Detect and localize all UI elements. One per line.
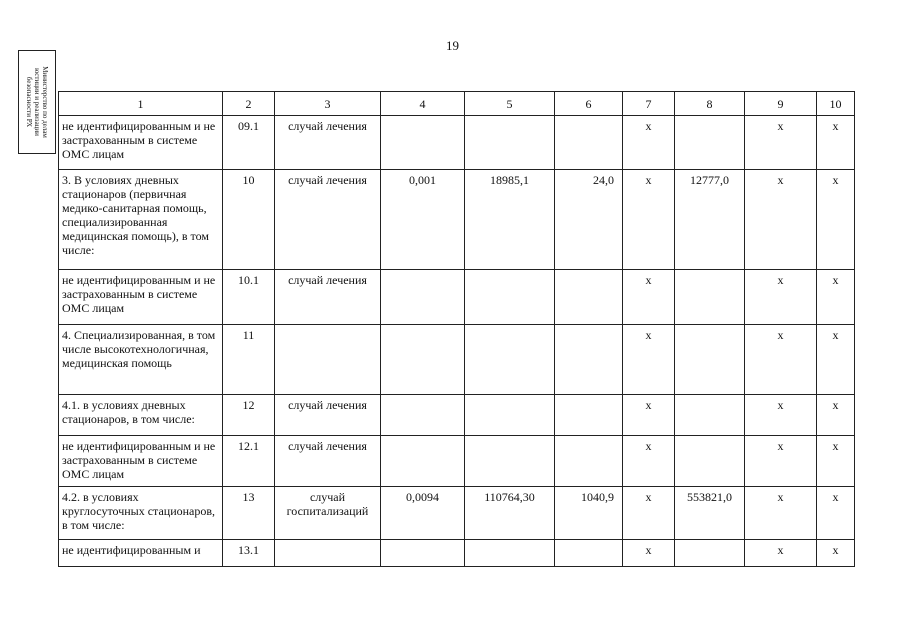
table-cell-c6	[555, 540, 623, 567]
table-cell-c7: x	[623, 436, 675, 487]
table-cell-c10: x	[817, 540, 855, 567]
table-row	[59, 540, 855, 567]
table-cell-c1: не идентифицированным и не застрахованным в системе ОМС лицам	[59, 436, 223, 487]
table-cell-c6	[555, 395, 623, 436]
table-cell-c5	[465, 436, 555, 487]
table-cell-c5	[465, 395, 555, 436]
table-cell-c9: x	[745, 325, 817, 395]
table-cell-c2: 10.1	[223, 270, 275, 325]
table-cell-c6: 24,0	[555, 170, 623, 270]
table-cell-c9: x	[745, 487, 817, 540]
table-cell-c3: случай лечения	[275, 395, 381, 436]
table-cell-c5	[465, 540, 555, 567]
table-row	[59, 116, 855, 170]
table-cell-c7: x	[623, 540, 675, 567]
table-cell-c3	[275, 540, 381, 567]
table-cell-c7: x	[623, 487, 675, 540]
table-cell-c8	[675, 270, 745, 325]
table-cell-c4	[381, 270, 465, 325]
table-header-row	[59, 92, 855, 116]
stamp-line-2: юстиции и реализации	[33, 68, 41, 136]
table-cell-c4	[381, 540, 465, 567]
table-cell-c5	[465, 270, 555, 325]
table-cell-c9: x	[745, 170, 817, 270]
table-cell-c6	[555, 325, 623, 395]
table-cell-c2: 13.1	[223, 540, 275, 567]
table-cell-c8	[675, 436, 745, 487]
table-cell-c8: 553821,0	[675, 487, 745, 540]
table-cell-c2: 12	[223, 395, 275, 436]
table-cell-c9: x	[745, 540, 817, 567]
table-cell-c7: x	[623, 325, 675, 395]
table-row	[59, 395, 855, 436]
table-cell-c1: не идентифицированным и не застрахованным в системе ОМС лицам	[59, 270, 223, 325]
table-cell-c4	[381, 436, 465, 487]
table-row	[59, 270, 855, 325]
table-cell-c7: x	[623, 116, 675, 170]
table-cell-c7: x	[623, 170, 675, 270]
table-cell-c2: 12.1	[223, 436, 275, 487]
table-cell-c3: случай лечения	[275, 270, 381, 325]
table-cell-c5	[465, 325, 555, 395]
table-cell-c10: x	[817, 170, 855, 270]
table-cell-c6	[555, 116, 623, 170]
table-cell-c4	[381, 395, 465, 436]
table-cell-c8	[675, 540, 745, 567]
table-cell-c7: x	[623, 270, 675, 325]
column-header: 3	[275, 92, 381, 116]
stamp-line-3: безопасности РХ	[25, 76, 33, 128]
page-number: 19	[446, 38, 459, 53]
table-cell-c4: 0,0094	[381, 487, 465, 540]
column-header: 4	[381, 92, 465, 116]
table-cell-c8	[675, 116, 745, 170]
table-cell-c5: 110764,30	[465, 487, 555, 540]
table-row	[59, 325, 855, 395]
table-cell-c8	[675, 395, 745, 436]
table-cell-c9: x	[745, 270, 817, 325]
stamp-line-1: Министерство по делам	[41, 66, 49, 138]
stamp-text	[25, 52, 49, 152]
column-header: 10	[817, 92, 855, 116]
table-cell-c8: 12777,0	[675, 170, 745, 270]
table-cell-c1: 4.2. в условиях круглосуточных стационаров, в том числе:	[59, 487, 223, 540]
data-table	[58, 91, 855, 567]
table-cell-c6	[555, 436, 623, 487]
table-cell-c3: случай госпитализаций	[275, 487, 381, 540]
table-cell-c1: не идентифицированным и	[59, 540, 223, 567]
column-header: 1	[59, 92, 223, 116]
table-cell-c1: 4. Специализированная, в том числе высокотехнологичная, медицинская помощь	[59, 325, 223, 395]
column-header: 7	[623, 92, 675, 116]
column-header: 8	[675, 92, 745, 116]
table-cell-c10: x	[817, 325, 855, 395]
table-cell-c2: 13	[223, 487, 275, 540]
table-row	[59, 170, 855, 270]
table-cell-c5: 18985,1	[465, 170, 555, 270]
table-cell-c2: 10	[223, 170, 275, 270]
table-cell-c2: 09.1	[223, 116, 275, 170]
table-cell-c1: 4.1. в условиях дневных стационаров, в том числе:	[59, 395, 223, 436]
table-cell-c10: x	[817, 116, 855, 170]
table-cell-c4	[381, 116, 465, 170]
table-cell-c6: 1040,9	[555, 487, 623, 540]
table-cell-c3: случай лечения	[275, 170, 381, 270]
table-cell-c3	[275, 325, 381, 395]
table-cell-c3: случай лечения	[275, 436, 381, 487]
table-cell-c10: x	[817, 395, 855, 436]
column-header: 6	[555, 92, 623, 116]
table-cell-c6	[555, 270, 623, 325]
table-cell-c5	[465, 116, 555, 170]
ministry-stamp	[18, 50, 56, 154]
column-header: 5	[465, 92, 555, 116]
table-cell-c4: 0,001	[381, 170, 465, 270]
table-row	[59, 436, 855, 487]
table-cell-c9: x	[745, 395, 817, 436]
table-cell-c10: x	[817, 436, 855, 487]
table-cell-c10: x	[817, 487, 855, 540]
table-cell-c4	[381, 325, 465, 395]
table-cell-c3: случай лечения	[275, 116, 381, 170]
column-header: 2	[223, 92, 275, 116]
table-cell-c8	[675, 325, 745, 395]
table-cell-c1: 3. В условиях дневных стационаров (первичная медико-санитарная помощь, специализированная медицинская помощь), в том числе:	[59, 170, 223, 270]
table-row	[59, 487, 855, 540]
table-cell-c1: не идентифицированным и не застрахованным в системе ОМС лицам	[59, 116, 223, 170]
table-cell-c9: x	[745, 436, 817, 487]
table-cell-c9: x	[745, 116, 817, 170]
column-header: 9	[745, 92, 817, 116]
table-cell-c7: x	[623, 395, 675, 436]
table-cell-c2: 11	[223, 325, 275, 395]
table-cell-c10: x	[817, 270, 855, 325]
